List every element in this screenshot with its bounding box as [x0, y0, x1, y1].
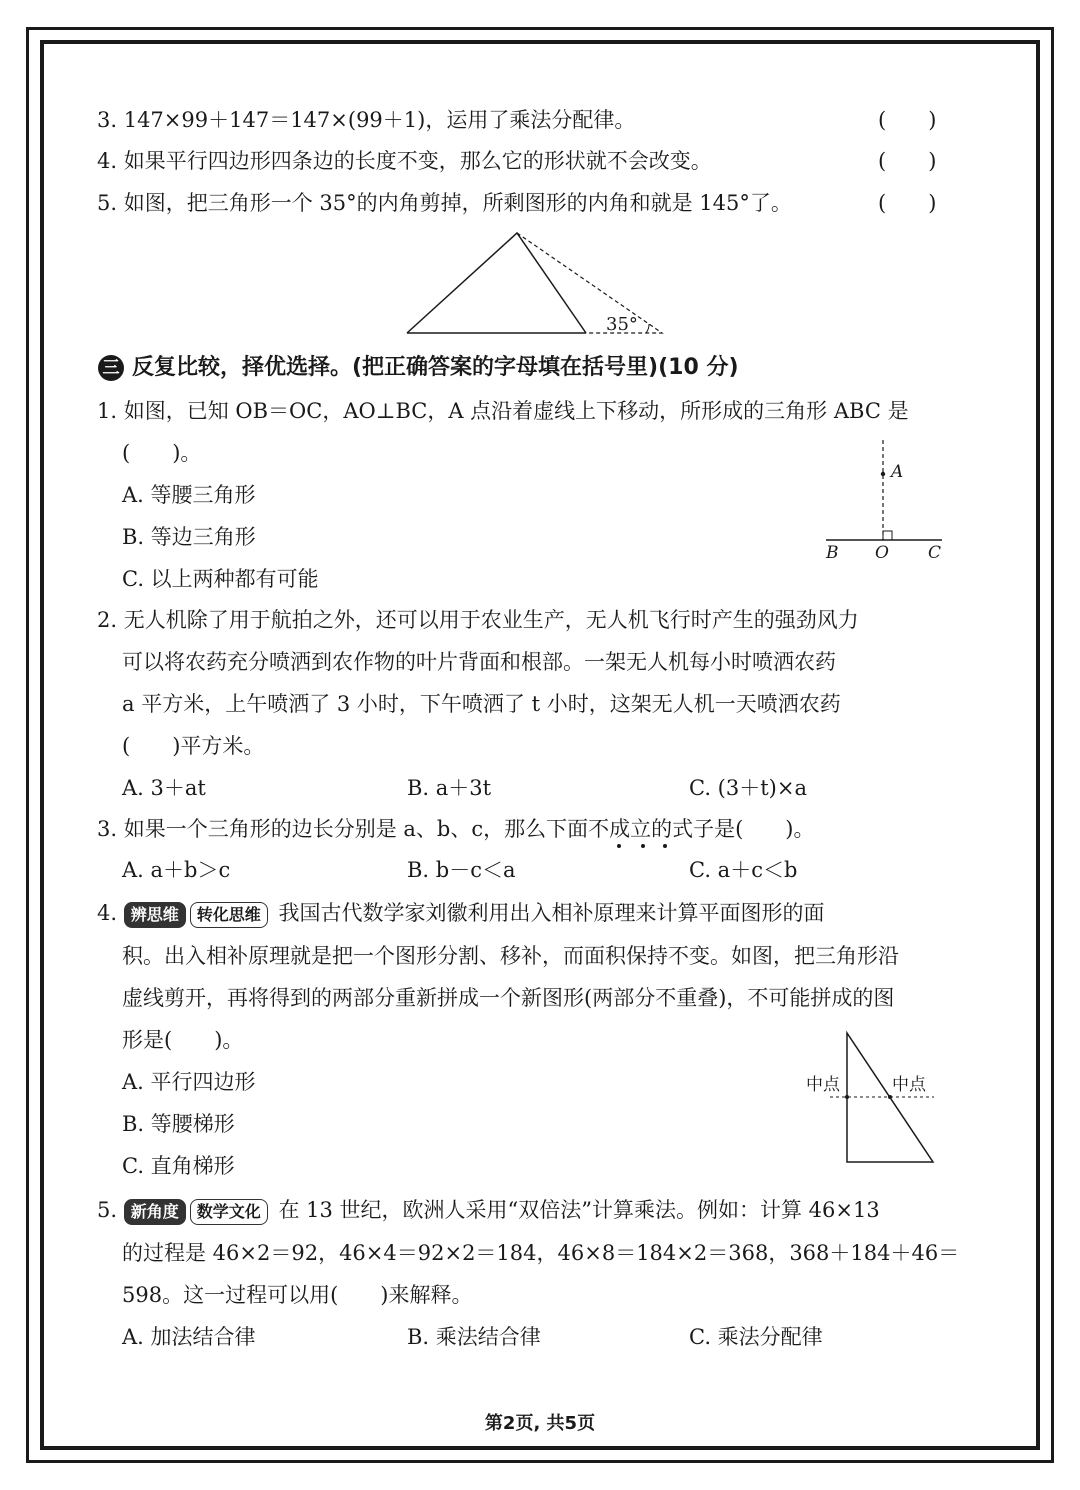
judge-question-5: 5. 如图，把三角形一个 35°的内角剪掉，所剩图形的内角和就是 145°了。 — [97, 191, 792, 215]
label-midpoint-right: 中点 — [892, 1075, 926, 1095]
mc-q3-option-a[interactable]: A. a＋b＞c — [122, 858, 231, 882]
mc-q3-option-c[interactable]: C. a＋c＜b — [689, 858, 798, 882]
answer-paren[interactable]: ( ) — [878, 191, 937, 215]
mc-q1-option-a[interactable]: A. 等腰三角形 — [122, 483, 256, 507]
mc-q5-line2: 的过程是 46×2＝92，46×4＝92×2＝184，46×8＝184×2＝368，368＋184＋46＝ — [122, 1241, 960, 1265]
mc-q5-text1: 在 13 世纪，欧洲人采用“双倍法”计算乘法。例如：计算 46×13 — [278, 1198, 880, 1222]
mc-q3-line1: 3. 如果一个三角形的边长分别是 a、b、c，那么下面不成立的式子是( )。 — [97, 817, 815, 841]
section-number-badge: 三 — [98, 355, 124, 381]
label-midpoint-left: 中点 — [806, 1075, 840, 1095]
mc-q2-line4[interactable]: ( )平方米。 — [122, 734, 265, 758]
mc-q2-option-c[interactable]: C. (3＋t)×a — [689, 776, 807, 800]
label-o: O — [875, 543, 889, 563]
mc-q1-option-c[interactable]: C. 以上两种都有可能 — [122, 567, 319, 591]
mc-q2-line1: 2. 无人机除了用于航拍之外，还可以用于农业生产，无人机飞行时产生的强劲风力 — [97, 608, 859, 632]
label-a: A — [891, 462, 904, 482]
mc-q4-line2: 积。出入相补原理就是把一个图形分割、移补，而面积保持不变。如图，把三角形沿 — [122, 944, 899, 968]
section-title: 反复比较，择优选择。(把正确答案的字母填在括号里)(10 分) — [132, 355, 739, 380]
angle-label: 35° — [606, 314, 638, 335]
mc-q4-option-c[interactable]: C. 直角梯形 — [122, 1154, 235, 1178]
question-number: 5. — [97, 1198, 118, 1222]
mc-q4-text1: 我国古代数学家刘徽利用出入相补原理来计算平面图形的面 — [278, 901, 825, 925]
tag-zhuanhua: 转化思维 — [190, 902, 268, 928]
answer-paren[interactable]: ( ) — [878, 108, 937, 132]
mc-q2-line2: 可以将农药充分喷洒到农作物的叶片背面和根部。一架无人机每小时喷洒农药 — [122, 650, 836, 674]
mc-q5-line3[interactable]: 598。这一过程可以用( )来解释。 — [122, 1283, 473, 1307]
mc-q2-option-a[interactable]: A. 3＋at — [122, 776, 206, 800]
page-number: 第2页, 共5页 — [484, 1413, 596, 1434]
answer-paren[interactable]: ( ) — [878, 149, 937, 173]
mc-q4-option-b[interactable]: B. 等腰梯形 — [122, 1112, 235, 1136]
tag-xinjiaodu: 新角度 — [124, 1199, 186, 1225]
mc-q5-option-c[interactable]: C. 乘法分配律 — [689, 1325, 823, 1349]
mc-q2-option-b[interactable]: B. a＋3t — [407, 776, 492, 800]
mc-q4-line4[interactable]: 形是( )。 — [122, 1028, 244, 1052]
mc-q5-line1 — [97, 1195, 880, 1225]
mc-q5-option-b[interactable]: B. 乘法结合律 — [407, 1325, 541, 1349]
mc-q4-option-a[interactable]: A. 平行四边形 — [122, 1070, 256, 1094]
midpoint-right — [888, 1095, 892, 1099]
mc-q1-blank[interactable]: ( )。 — [122, 441, 202, 465]
mc-q3-option-b[interactable]: B. b－c＜a — [407, 858, 516, 882]
question-number: 4. — [97, 901, 118, 925]
mc-q1-option-b[interactable]: B. 等边三角形 — [122, 525, 256, 549]
tag-bianswei: 辨思维 — [124, 902, 186, 928]
mc-q2-line3: a 平方米，上午喷洒了 3 小时，下午喷洒了 t 小时，这架无人机一天喷洒农药 — [122, 692, 841, 716]
midpoint-left — [845, 1095, 849, 1099]
mc-q5-option-a[interactable]: A. 加法结合律 — [122, 1325, 256, 1349]
mc-q1-line1: 1. 如图，已知 OB＝OC，AO⊥BC，A 点沿着虚线上下移动，所形成的三角形 ABC 是 — [97, 399, 909, 423]
label-b: B — [826, 543, 839, 563]
tag-shuxuewenhua: 数学文化 — [190, 1199, 268, 1225]
mc-q4-line3: 虚线剪开，再将得到的两部分重新拼成一个新图形(两部分不重叠)，不可能拼成的图 — [122, 986, 895, 1010]
judge-question-4: 4. 如果平行四边形四条边的长度不变，那么它的形状就不会改变。 — [97, 149, 712, 173]
label-c: C — [928, 543, 942, 563]
judge-question-3: 3. 147×99＋147＝147×(99＋1)，运用了乘法分配律。 — [97, 108, 636, 132]
